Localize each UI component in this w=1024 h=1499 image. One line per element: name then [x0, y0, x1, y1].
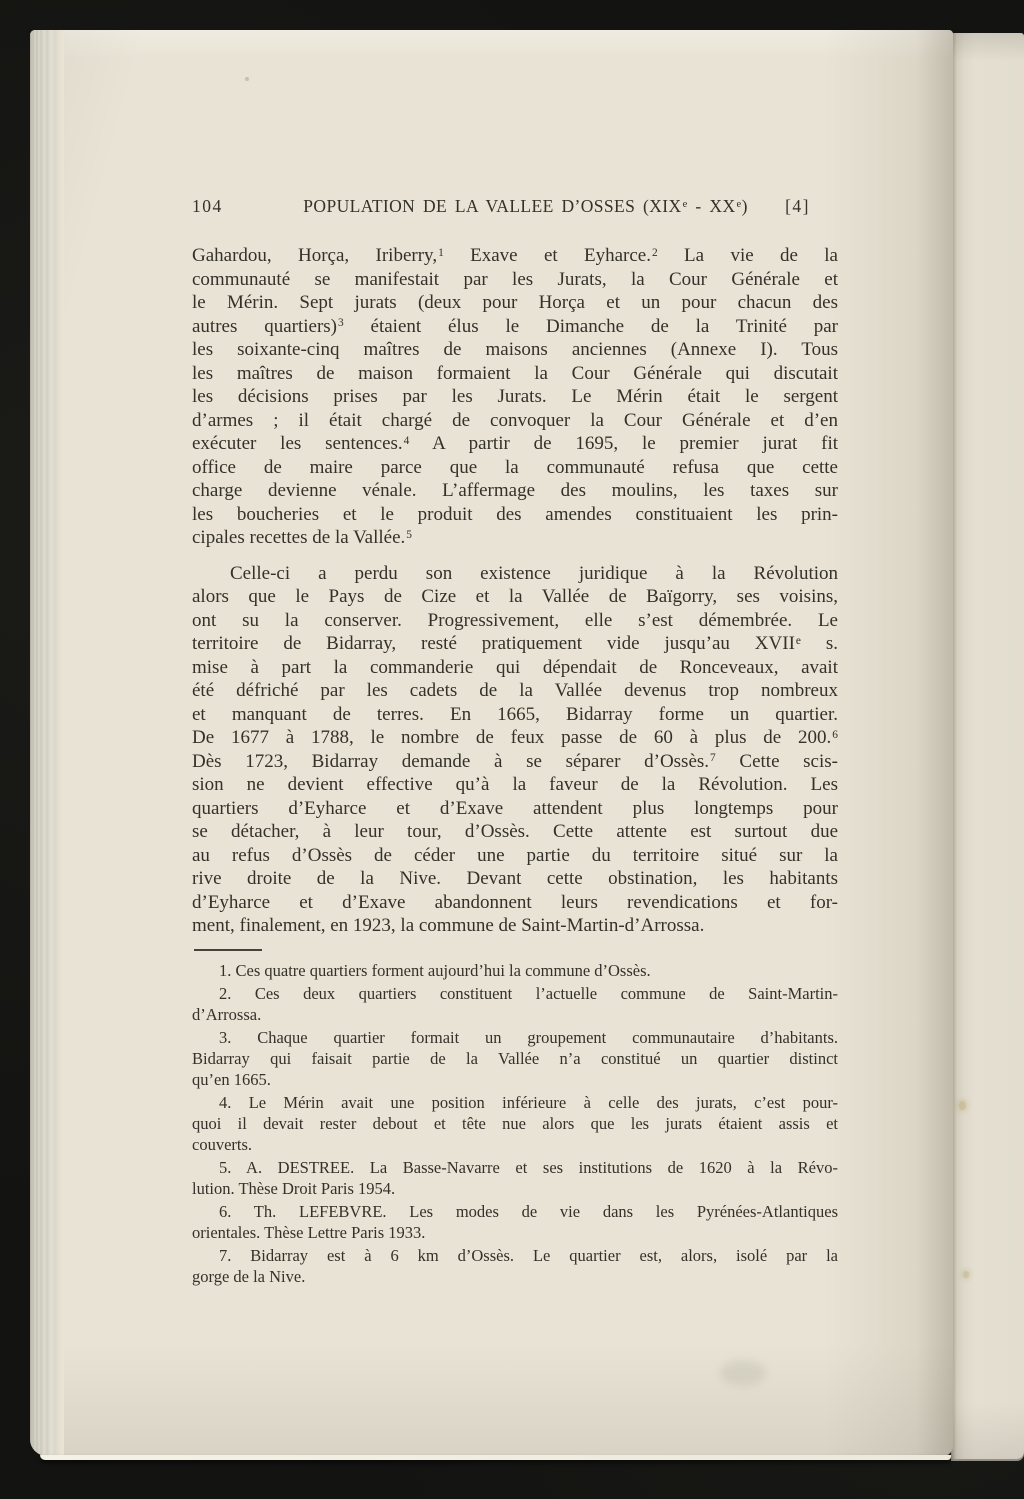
text-line: 2. Ces deux quartiers constituent l’actuelle commune de Saint-Martin-	[219, 984, 838, 1003]
text-line: ont su la conserver. Progressivement, elle s’est démembrée. Le	[192, 609, 838, 631]
text-line: autres quartiers)$^3$ étaient élus le Dimanche de la Trinité par	[192, 315, 838, 337]
page-header	[192, 195, 838, 217]
text-line: d’armes ; il était chargé de convoquer la Cour Générale et d’en	[192, 409, 838, 431]
text-line: Bidarray qui faisait partie de la Vallée n’a constitué un quartier distinct	[192, 1049, 838, 1068]
text-line: 1. Ces quatre quartiers forment aujourd’hui la commune d’Ossès.	[219, 961, 651, 980]
footnotes-section	[192, 960, 838, 1287]
paragraph	[192, 1092, 838, 1155]
paragraph	[192, 562, 838, 938]
text-line: ment, finalement, en 1923, la commune de Saint-Martin-d’Arrossa.	[192, 915, 705, 936]
facing-page-edge	[951, 33, 1024, 1459]
text-line: Celle-ci a perdu son existence juridique à la Révolution	[230, 562, 838, 584]
text-line: les soixante-cinq maîtres de maisons anciennes (Annexe I). Tous	[192, 339, 838, 360]
footnote-rule	[194, 949, 262, 951]
paragraph	[192, 1027, 838, 1090]
text-line: charge devienne vénale. L’affermage des moulins, les taxes sur	[192, 480, 838, 501]
paper-stain	[963, 1271, 969, 1278]
text-line: le Mérin. Sept jurats (deux pour Horça et un pour chacun des	[192, 292, 838, 313]
text-line: communauté se manifestait par les Jurats, la Cour Générale et	[192, 268, 838, 290]
text-line: Dès 1723, Bidarray demande à se séparer d’Ossès.$^7$ Cette scis-	[192, 750, 838, 772]
text-line: et manquant de terres. En 1665, Bidarray forme un quartier.	[192, 703, 838, 725]
text-line: d’Arrossa.	[192, 1005, 262, 1024]
text-line: office de maire parce que la communauté refusa que cette	[192, 456, 838, 478]
text-line: territoire de Bidarray, resté pratiquement vide jusqu’au XVIIe s.	[192, 633, 838, 654]
page-edge-stack	[30, 30, 64, 1456]
text-line: exécuter les sentences.$^4$ A partir de 1695, le premier jurat fit	[192, 433, 838, 454]
text-line: rive droite de la Nive. Devant cette obstination, les habitants	[192, 868, 838, 889]
running-title: POPULATION DE LA VALLEE D’OSSES (XIXe - XXe)	[303, 196, 748, 216]
text-line: cipales recettes de la Vallée.$^5$	[192, 527, 412, 548]
text-line: été défriché par les cadets de la Vallée devenus trop nombreux	[192, 680, 838, 701]
text-line: quartiers d’Eyharce et d’Exave attendent plus longtemps pour	[192, 797, 838, 819]
text-line: les boucheries et le produit des amendes constituaient les prin-	[192, 503, 838, 525]
text-line: 5. A. DESTREE. La Basse-Navarre et ses institutions de 1620 à la Révo-	[219, 1158, 838, 1177]
text-line: d’Eyharce et d’Exave abandonnent leurs revendications et for-	[192, 891, 838, 913]
paragraph	[192, 983, 838, 1025]
text-line: mise à part la commanderie qui dépendait de Ronceveaux, avait	[192, 656, 838, 678]
text-line: De 1677 à 1788, le nombre de feux passe de 60 à plus de 200.$^6$	[192, 727, 838, 748]
paragraph	[192, 244, 838, 550]
text-line: 4. Le Mérin avait une position inférieure à celle des jurats, c’est pour-	[219, 1093, 838, 1112]
text-line: se détacher, à leur tour, d’Ossès. Cette attente est surtout due	[192, 821, 838, 842]
text-line: les décisions prises par les Jurats. Le Mérin était le sergent	[192, 386, 838, 407]
paragraph	[192, 960, 838, 981]
text-line: quoi il devait rester debout et tête nue alors que les jurats étaient assis et	[192, 1114, 838, 1133]
body-text	[192, 244, 838, 938]
text-line: 7. Bidarray est à 6 km d’Ossès. Le quartier est, alors, isolé par la	[219, 1246, 838, 1265]
issue-reference: [4]	[785, 196, 810, 216]
text-line: alors que le Pays de Cize et la Vallée de Baïgorry, ses voisins,	[192, 586, 838, 607]
text-line: gorge de la Nive.	[192, 1267, 306, 1286]
text-line: qu’en 1665.	[192, 1070, 271, 1089]
text-line: sion ne devient effective qu’à la faveur de la Révolution. Les	[192, 774, 838, 795]
text-line: les maîtres de maison formaient la Cour Générale qui discutait	[192, 362, 838, 384]
text-line: 3. Chaque quartier formait un groupement communautaire d’habitants.	[219, 1028, 838, 1047]
text-line: Gahardou, Horça, Iriberry,$^1$ Exave et Eyharce.$^2$ La vie de la	[192, 245, 838, 266]
text-line: au refus d’Ossès de céder une partie du territoire situé sur la	[192, 844, 838, 866]
paragraph	[192, 1157, 838, 1199]
paragraph	[192, 1201, 838, 1243]
text-line: lution. Thèse Droit Paris 1954.	[192, 1179, 396, 1198]
paragraph	[192, 1245, 838, 1287]
book-page	[30, 30, 953, 1456]
paper-stain	[959, 1101, 966, 1110]
text-line: 6. Th. LEFEBVRE. Les modes de vie dans les Pyrénées-Atlantiques	[219, 1202, 838, 1221]
page-content	[192, 30, 838, 1456]
text-line: orientales. Thèse Lettre Paris 1933.	[192, 1223, 426, 1242]
text-line: couverts.	[192, 1135, 253, 1154]
page-number: 104	[192, 196, 223, 216]
